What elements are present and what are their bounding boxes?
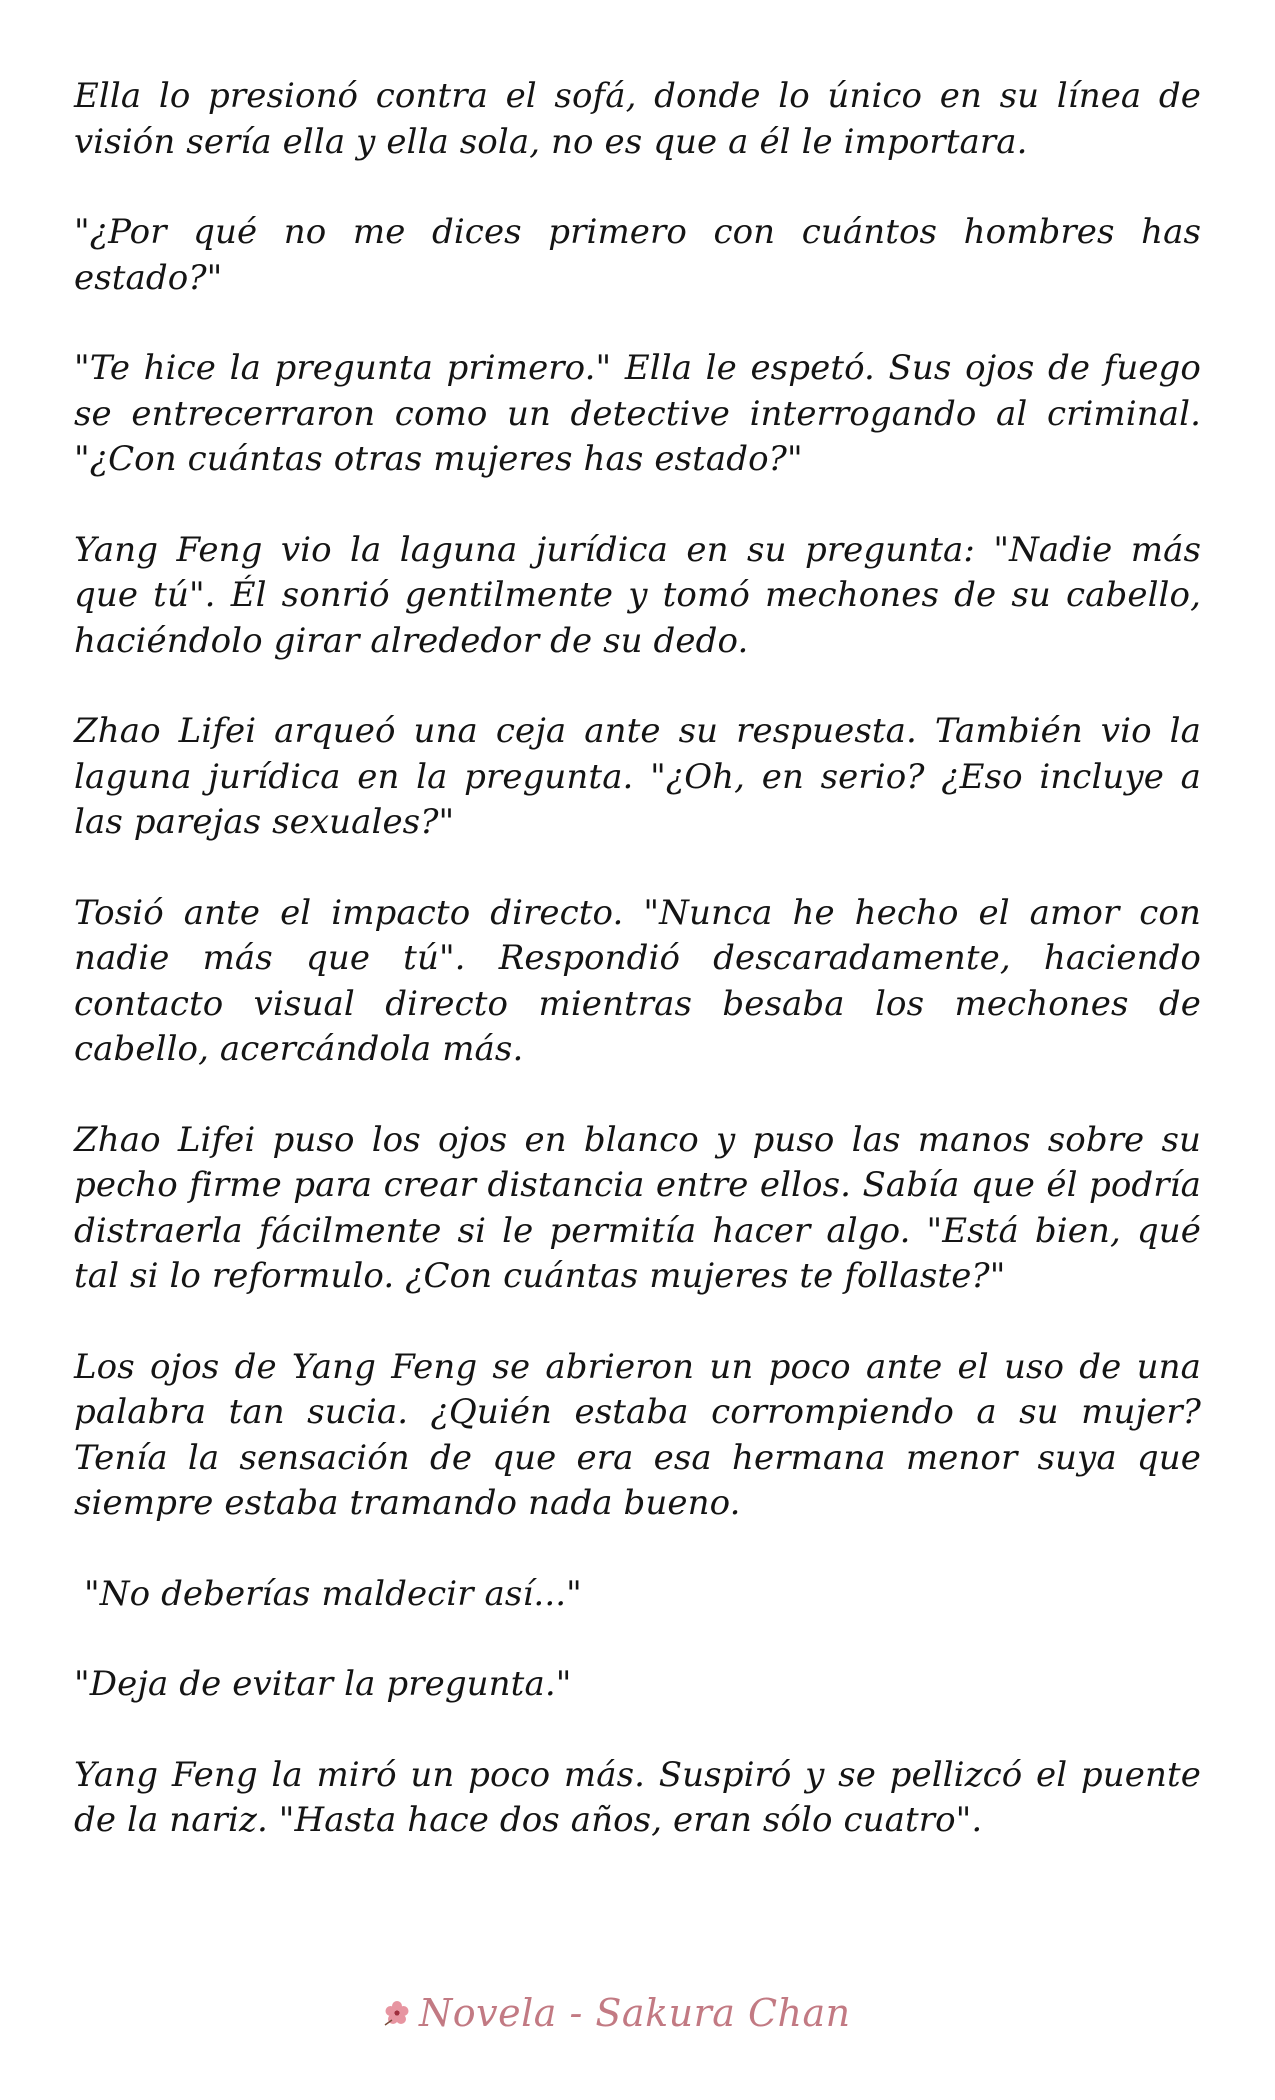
text-body	[74, 74, 1201, 1889]
paragraph: Los ojos de Yang Feng se abrieron un poco ante el uso de una palabra tan sucia. ¿Quién estaba corrompiendo a su mujer? Tenía la sensación de que era esa hermana menor suya que siempre estaba tramando nada bueno.	[74, 1346, 1201, 1523]
sakura-flower-icon	[383, 1999, 411, 2027]
paragraph: "Deja de evitar la pregunta."	[74, 1664, 572, 1704]
paragraph: "No deberías maldecir así..."	[84, 1573, 582, 1614]
paragraph: "¿Por qué no me dices primero con cuántos hombres has estado?"	[74, 212, 1201, 298]
watermark-text: Novela - Sakura Chan	[419, 1991, 851, 2035]
paragraph: Zhao Lifei arqueó una ceja ante su respuesta. También vio la laguna jurídica en la pregunta. "¿Oh, en serio? ¿Eso incluye a las parejas sexuales?"	[74, 711, 1201, 842]
paragraph: Yang Feng la miró un poco más. Suspiró y se pellizcó el puente de la nariz. "Hasta hace dos años, eran sólo cuatro".	[74, 1754, 1201, 1840]
paragraph: Ella lo presionó contra el sofá, donde lo único en su línea de visión sería ella y ella sola, no es que a él le importara.	[74, 76, 1201, 162]
paragraph: Tosió ante el impacto directo. "Nunca he hecho el amor con nadie más que tú". Respondió descaradamente, haciendo contacto visual directo mientras besaba los mechones de cabello, acercándola más.	[74, 892, 1201, 1069]
paragraph: "Te hice la pregunta primero." Ella le espetó. Sus ojos de fuego se entrecerraron como un detective interrogando al criminal. "¿Con cuántas otras mujeres has estado?"	[74, 348, 1201, 479]
paragraph: Yang Feng vio la laguna jurídica en su pregunta: "Nadie más que tú". Él sonrió gentilmente y tomó mechones de su cabello, haciéndolo girar alrededor de su dedo.	[74, 529, 1201, 661]
paragraph: Zhao Lifei puso los ojos en blanco y puso las manos sobre su pecho firme para crear distancia entre ellos. Sabía que él podría distraerla fácilmente si le permitía hacer algo. "Está bien, qué tal si lo reformulo. ¿Con cuántas mujeres te follaste?"	[74, 1119, 1201, 1296]
watermark	[383, 1988, 851, 2038]
